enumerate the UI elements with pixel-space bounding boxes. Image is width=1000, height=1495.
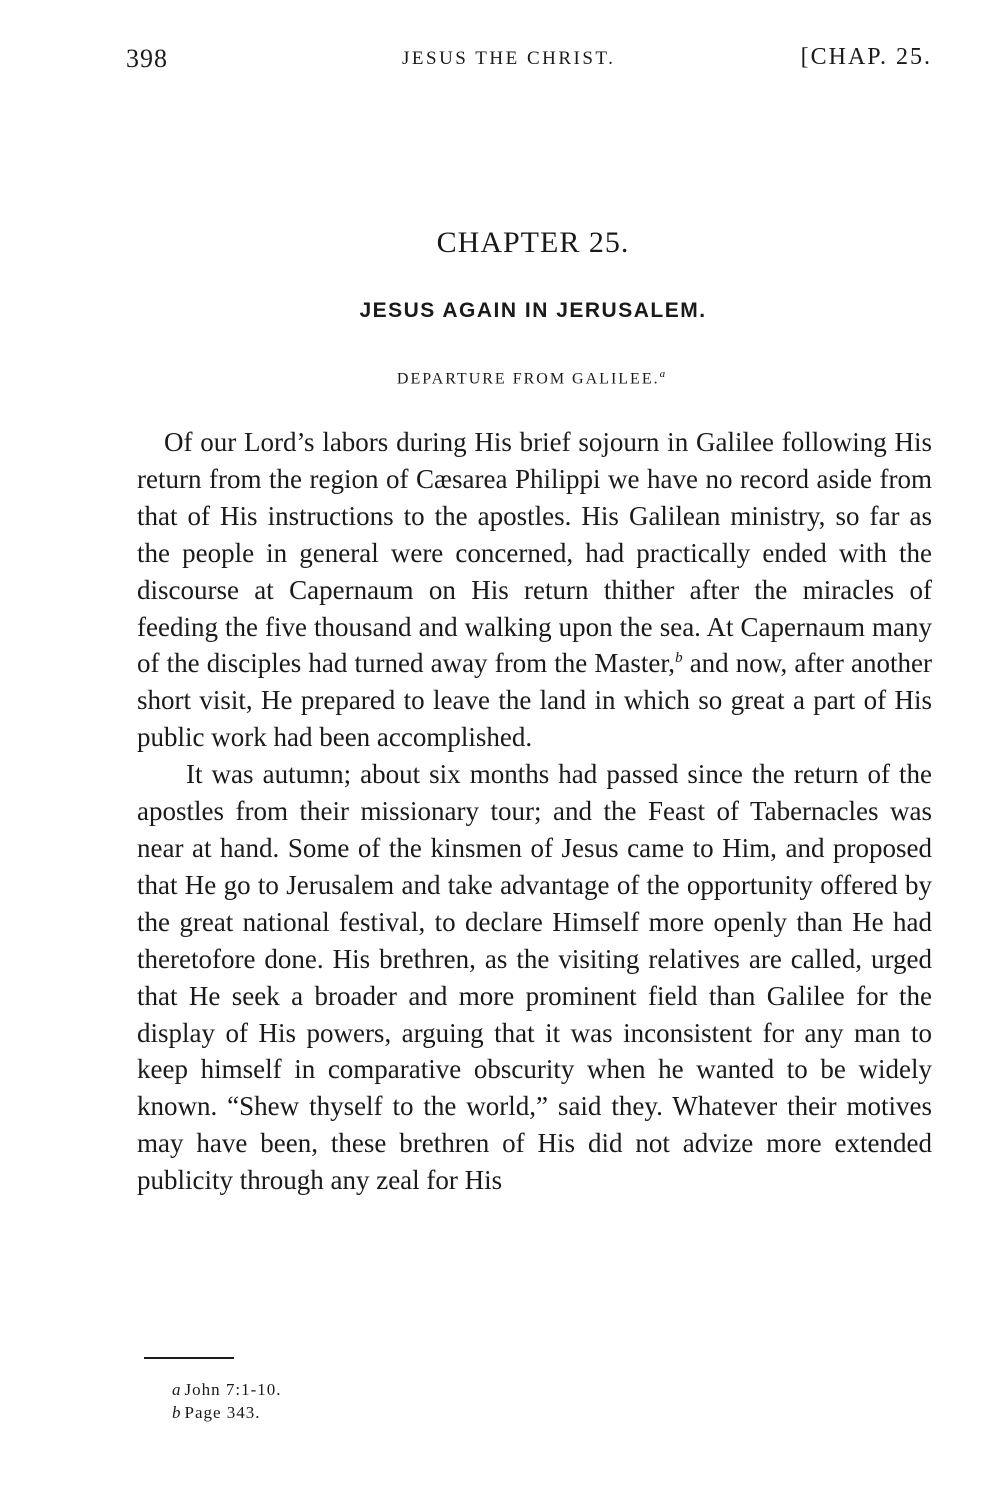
footnote-item bbox=[172, 1378, 282, 1401]
footnotes bbox=[172, 1378, 282, 1424]
footnote-marker-b: b bbox=[675, 650, 683, 667]
footnote-text: Page 343. bbox=[184, 1403, 261, 1422]
paragraph-1-text-a: Of our Lord’s labors during His brief sojourn in Galilee following His return from the region of Cæsarea Philippi we have no record aside from that of His instructions to the apostles. His Galilean ministry, so far as the people in general were concerned, had practically ended with the discourse at Capernaum on His return thither after the miracles of feeding the five thousand and walking upon the sea. At Capernaum many of the disciples had turned away from the Master, bbox=[137, 427, 932, 679]
paragraph-2: It was autumn; about six months had passed since the return of the apostles from their missionary tour; and the Feast of Tabernacles was near at hand. Some of the kinsmen of Jesus came to Him, and proposed that He go to Jerusalem and take advantage of the opportunity offered by the great national festival, to declare Himself more openly than He had theretofore done. His brethren, as the visiting relatives are called, urged that He seek a broader and more prominent field than Galilee for the display of His powers, arguing that it was inconsistent for any man to keep himself in comparative obscurity when he wanted to be widely known. “Shew thyself to the world,” said they. Whatever their motives may have been, these brethren of His did not advize more extended publicity through any zeal for His bbox=[137, 759, 932, 1196]
paragraph-1-text-b: and now, after another short visit, He prepared to leave the land in which so great a part of His public work had been accomplished. bbox=[137, 648, 932, 753]
footnote-text: John 7:1-10. bbox=[184, 1380, 282, 1399]
chapter-heading: JESUS AGAIN IN JERUSALEM. bbox=[359, 299, 707, 322]
page-number: 398 bbox=[126, 44, 168, 73]
footnote-item bbox=[172, 1401, 282, 1424]
body-text bbox=[137, 424, 932, 1199]
footnote-divider bbox=[144, 1357, 234, 1359]
footnote-ref: a bbox=[172, 1380, 182, 1399]
chapter-title: CHAPTER 25. bbox=[436, 226, 630, 259]
footnote-ref: b bbox=[172, 1403, 182, 1422]
paragraph-1 bbox=[137, 424, 932, 756]
running-header bbox=[126, 44, 932, 84]
section-heading bbox=[0, 368, 1000, 388]
chapter-reference: [CHAP. 25. bbox=[800, 44, 932, 70]
footnote-marker-a: a bbox=[659, 368, 668, 380]
running-title: JESUS THE CHRIST. bbox=[402, 48, 616, 69]
section-heading-text: DEPARTURE FROM GALILEE. bbox=[396, 370, 660, 388]
